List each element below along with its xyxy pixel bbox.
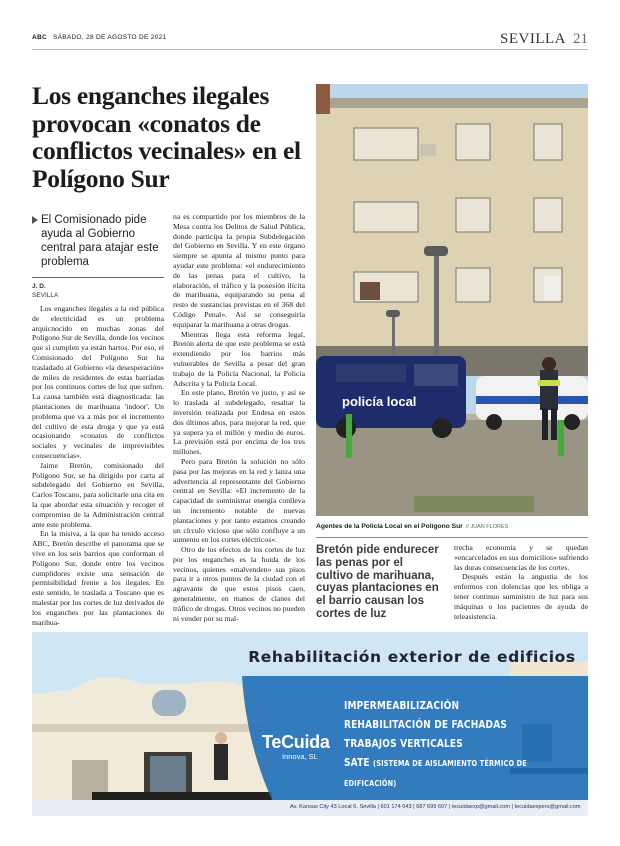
issue-date: SÁBADO, 28 DE AGOSTO DE 2021 — [52, 34, 167, 41]
ad-service-note: (SISTEMA DE AISLAMIENTO TÉRMICO DE EDIFICACIÓN) — [344, 759, 527, 788]
pull-quote: Bretón pide endurecer las penas por el cultivo de marihuana, cuyas plantaciones en el barrio causan los cortes de luz — [316, 544, 439, 620]
photo-caption — [316, 523, 588, 530]
deck-text: El Comisionado pide ayuda al Gobierno central para atajar este problema — [41, 214, 159, 268]
ad-service-item: REHABILITACIÓN DE FACHADAS — [344, 718, 508, 731]
paragraph: En la misiva, a la que ha tenido acceso ABC, Bretón describe el panorama que se vive en los seis barrios que conforman el Polígono Sur, donde entre los vecinos cumplidores existe una sensación de permisibilidad frente a los ilegales. En este sentido, le traslada a Toscano que es malestar por los cortes de luz derivados de los enganches por las plantaciones de marihua- — [32, 529, 164, 627]
ad-title: Rehabilitación exterior de edificios — [248, 648, 576, 666]
body-column-3 — [454, 543, 588, 621]
paragraph: Jaime Bretón, comisionado del Polígono Sur, se ha dirigido por carta al subdelegado del Gobierno en Sevilla, Carlos Toscano, para solicitarle una cita en la que abordar esta situación y recoger el compromiso de la Administración central ante este problema. — [32, 460, 164, 529]
masthead-line — [32, 34, 166, 41]
ad-service-item: TRABAJOS VERTICALES — [344, 737, 463, 750]
section-divider — [316, 537, 588, 538]
caption-text: Agentes de la Policía Local en el Polígono Sur — [316, 523, 463, 530]
photo-credit: // JUAN FLORES — [465, 524, 509, 530]
page-header — [32, 30, 588, 50]
ad-logo-name: TeCuida — [262, 732, 330, 752]
paragraph: Mientras llega esta reforma legal, Bretón alerta de que este problema se está extendiendo por los barrios más vulnerables de Sevilla a pesar del gran trabajo de la Policía Nacional, la Policía Adscrita y la Policía Local. — [173, 329, 305, 388]
news-photo — [316, 84, 588, 516]
paragraph: na es compartido por los miembros de la Mesa contra los Delitos de Salud Pública, donde participa la propia Subdelegación del Gobierno en Sevilla. Y en este órgano siempre se apunta al mismo punto para ayudar este problema: «el endurecimiento de las penas para el cultivo, la elaboración, el tráfico y la posesión ilícita de marihuana, equiparando su pena al resto de sustancias previstas en el 368 del Código Penal». Así se conseguiría equiparar la marihuana a otras drogas. — [173, 212, 305, 329]
section-name: SEVILLA — [500, 31, 566, 47]
ad-logo — [262, 732, 330, 761]
byline — [32, 282, 58, 300]
paragraph: trecha economía y se quedan «encarcelados en sus domicilios» sufriendo las duras consecuencias de los cortes. — [454, 543, 588, 572]
byline-location: SEVILLA — [32, 292, 59, 299]
van-label: policía local — [342, 394, 417, 409]
headline: Los enganches ilegales provocan «conatos de conflictos vecinales» en el Polígono Sur — [32, 81, 301, 193]
paragraph: Los enganches ilegales a la red pública de electricidad es un problema arquicnocido en muchas zonas del Polígono Sur de Sevilla, donde los vecinos que sí cumplen ya están hartos. Por eso, el Comisionado del Polígono Sur ha trasladado al Gobierno «la desesperación» de miles de residentes de estas barriadas por los continuos cortes de luz que sufren. La causa también está diagnosticada: las plantaciones de marihuana 'indoor'. Un problema que va a más por el incremento del cultivo de esta droga y que ya está ocasionando «conatos de conflictos sociales y vecinales de imprevisibles consecuencias». — [32, 304, 164, 460]
photo-illustration — [316, 84, 588, 516]
ad-logo-subtitle: Innova, SL — [282, 752, 318, 761]
paragraph: Pero para Bretón la solución no sólo pasa por las mejoras en la red y lanza una advertencia al representante del Gobierno central en Sevilla: «El incremento de la capacidad de suministrar energía conlleva un incremento notable de nuevas plantaciones y por tanto estamos creando un círculo vicioso que sólo confluye a un aumento en los cortes eléctricos». — [173, 456, 305, 545]
ad-contact-line: Av. Kansas City 43 Local 6. Sevilla | 601 174 043 | 687 699 607 | tecuidaexp@gmail.com | tecuidaexpers@gmail.com — [290, 804, 581, 810]
paragraph: En este plano, Bretón ve justo, y así se lo traslada al subdelegado, resaltar la inversión realizada por Endesa en estos dos últimos años, para mejorar la red, que ya supera ya el millón y medio de euros. La previsión está por encima de los tres millones. — [173, 388, 305, 457]
byline-rule — [32, 277, 164, 278]
ad-services-list — [344, 696, 544, 793]
ad-service-item: IMPERMEABILIZACIÓN — [344, 699, 460, 712]
page-number: 21 — [573, 31, 588, 47]
paragraph: Otro de los efectos de los cortes de luz por los enganches es la huida de los vecinos, quienes «malvenden» sus pisos para ir a otros puntos de la ciudad con el agravante de que estos pisos caen, generalmente, en manos de clanes del tráfico de drogas. Otros vecinos no pueden ni vender por su mal- — [173, 545, 305, 623]
triangle-bullet-icon — [32, 216, 38, 224]
body-column-2 — [173, 212, 305, 623]
paragraph: Después están la angustia de los enfermos con dolencias que les obliga a tener continuo suministro de luz para sus máquinas o los pacientes de ayuda de teleasistencia. — [454, 572, 588, 621]
byline-author: J. D. — [32, 283, 46, 290]
body-column-1 — [32, 304, 164, 627]
publication-name: ABC — [32, 34, 47, 41]
ad-service-item: SATE — [344, 756, 370, 769]
deck — [32, 213, 168, 269]
advertisement — [32, 632, 588, 816]
